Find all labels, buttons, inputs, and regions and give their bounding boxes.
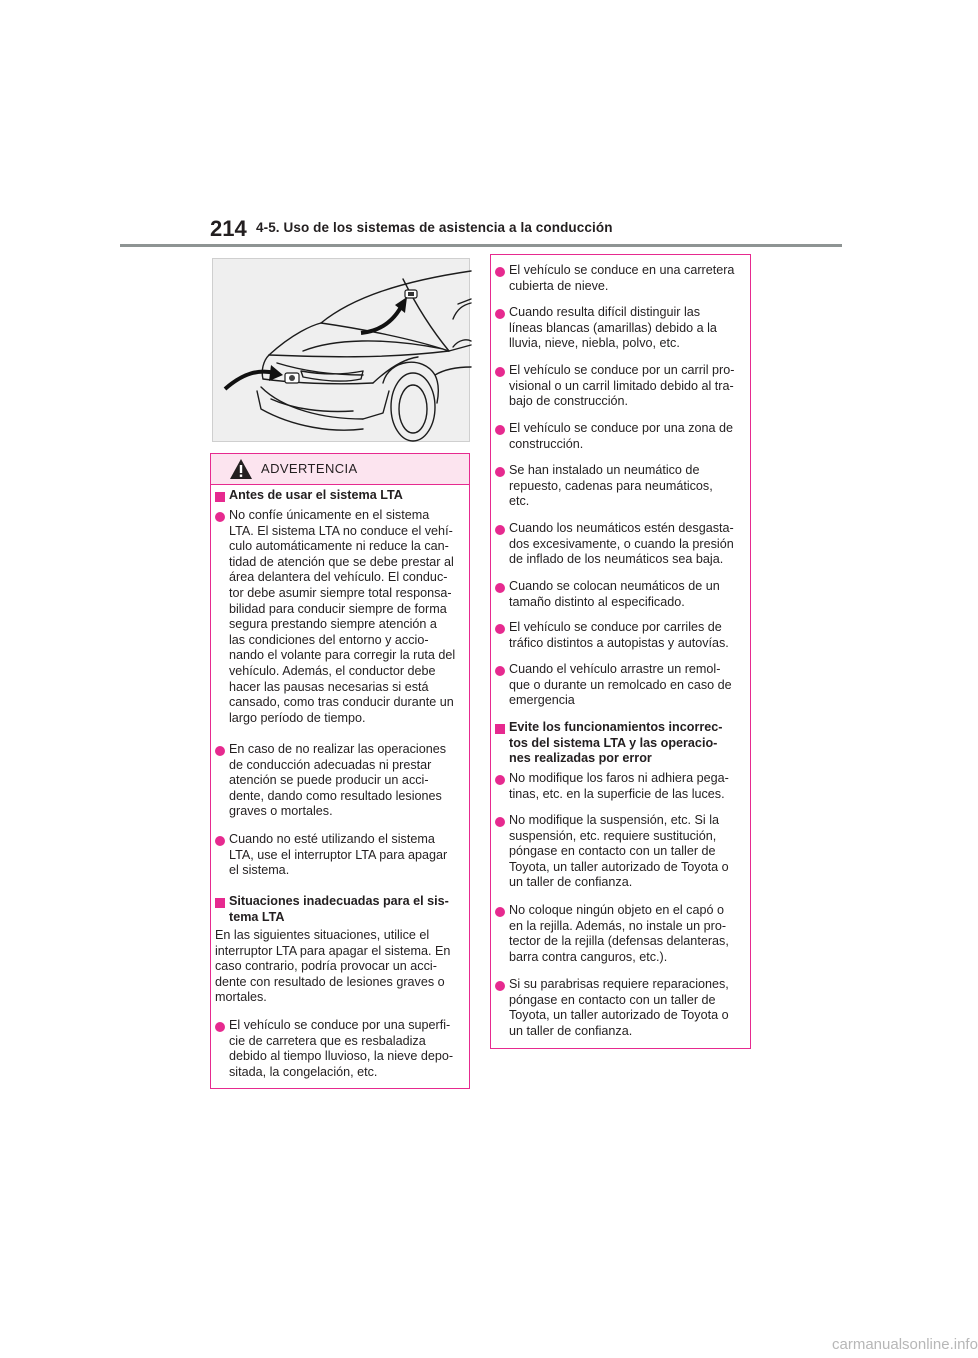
right-bullet-10: No modifique los faros ni adhiera pega- tinas, etc. en la superficie de las luces. (509, 771, 729, 801)
round-bullet-icon (215, 1022, 225, 1032)
round-bullet-icon (215, 746, 225, 756)
header-rule (120, 244, 842, 247)
right-bullet-11: No modifique la suspensión, etc. Si la suspensión, etc. requiere sustitución, póngase en contacto con un taller de Toyota, un taller autorizado de Toyota o un taller de confianza. (509, 813, 729, 890)
warning-title: ADVERTENCIA (261, 461, 358, 476)
right-bullet-9: Cuando el vehículo arrastre un remol- que o durante un remolcado en caso de emergencia (509, 662, 732, 708)
warning-heading-situations: Situaciones inadecuadas para el sis- tema LTA (229, 894, 449, 924)
right-bullet-8: El vehículo se conduce por carriles de tráfico distintos a autopistas y autovías. (509, 620, 729, 650)
page-number: 214 (210, 216, 247, 241)
right-bullet-5: Se han instalado un neumático de repuesto, cadenas para neumáticos, etc. (509, 463, 713, 509)
right-bullet-1: El vehículo se conduce en una carretera cubierta de nieve. (509, 263, 735, 293)
car-front-sensor-illustration (213, 259, 471, 443)
right-bullet-4: El vehículo se conduce por una zona de construcción. (509, 421, 734, 451)
round-bullet-icon (495, 309, 505, 319)
square-bullet-icon (495, 724, 505, 734)
warning-heading-before-use: Antes de usar el sistema LTA (229, 488, 403, 502)
warning-triangle-icon (229, 458, 253, 480)
right-heading-avoid: Evite los funcionamientos incorrec- tos del sistema LTA y las operacio- nes realizadas por error (509, 720, 723, 766)
round-bullet-icon (495, 467, 505, 477)
right-bullet-13: Si su parabrisas requiere reparaciones, póngase en contacto con un taller de Toyota, un taller autorizado de Toyota o un taller de confianza. (509, 977, 729, 1038)
right-bullet-2: Cuando resulta difícil distinguir las líneas blancas (amarillas) debido a la lluvia, nieve, niebla, polvo, etc. (509, 305, 717, 351)
round-bullet-icon (495, 624, 505, 634)
right-bullet-6: Cuando los neumáticos estén desgasta- dos excesivamente, o cuando la presión de inflado de los neumáticos sea baja. (509, 521, 734, 567)
right-bullet-7: Cuando se colocan neumáticos de un tamaño distinto al especificado. (509, 579, 720, 609)
round-bullet-icon (215, 836, 225, 846)
square-bullet-icon (215, 898, 225, 908)
round-bullet-icon (495, 981, 505, 991)
car-illustration (212, 258, 470, 442)
round-bullet-icon (495, 666, 505, 676)
watermark: carmanualsonline.info (832, 1336, 978, 1353)
round-bullet-icon (495, 367, 505, 377)
round-bullet-icon (495, 775, 505, 785)
round-bullet-icon (215, 512, 225, 522)
round-bullet-icon (495, 425, 505, 435)
section-title: 4-5. Uso de los sistemas de asistencia a la conducción (256, 220, 613, 235)
round-bullet-icon (495, 267, 505, 277)
square-bullet-icon (215, 492, 225, 502)
right-bullet-3: El vehículo se conduce por un carril pro- visional o un carril limitado debido al tra- bajo de construcción. (509, 363, 735, 409)
warning-bullet-2: En caso de no realizar las operaciones de conducción adecuadas ni prestar atención se puede producir un acci- dente, dando como resultado lesiones graves o mortales. (229, 742, 447, 819)
warning-bullet-3: Cuando no esté utilizando el sistema LTA, use el interruptor LTA para apagar el sistema. (229, 832, 448, 878)
right-bullet-12: No coloque ningún objeto en el capó o en la rejilla. Además, no instale un pro- tector de la rejilla (defensas delanteras, barra contra canguros, etc.). (509, 903, 729, 964)
round-bullet-icon (495, 907, 505, 917)
warning-paragraph: En las siguientes situaciones, utilice el interruptor LTA para apagar el sistema. En caso contrario, podría provocar un acci- dente con resultado de lesiones graves o mortales. (215, 928, 451, 1005)
round-bullet-icon (495, 583, 505, 593)
warning-bullet-1: No confíe únicamente en el sistema LTA. El sistema LTA no conduce el vehí- culo automáticamente ni reduce la can- tidad de atención que se debe prestar al área delantera del vehículo. El conduc- tor debe asumir siempre total responsa- bilidad para conducir siempre de forma segura prestando siempre atención a las condiciones del entorno y accio- nando el volante para corregir la ruta del vehículo. Además, el conductor debe hacer las pausas necesarias si está cansado, como tras conducir durante un largo período de tiempo. (229, 508, 456, 725)
warning-continuation-box (490, 254, 751, 1049)
warning-header (211, 454, 469, 485)
warning-box (210, 453, 470, 1089)
page-header (0, 0, 960, 250)
warning-bullet-4: El vehículo se conduce por una superfi- cie de carretera que es resbaladiza debido al tiempo lluvioso, la nieve depo- sitada, la congelación, etc. (229, 1018, 454, 1079)
round-bullet-icon (495, 525, 505, 535)
round-bullet-icon (495, 817, 505, 827)
